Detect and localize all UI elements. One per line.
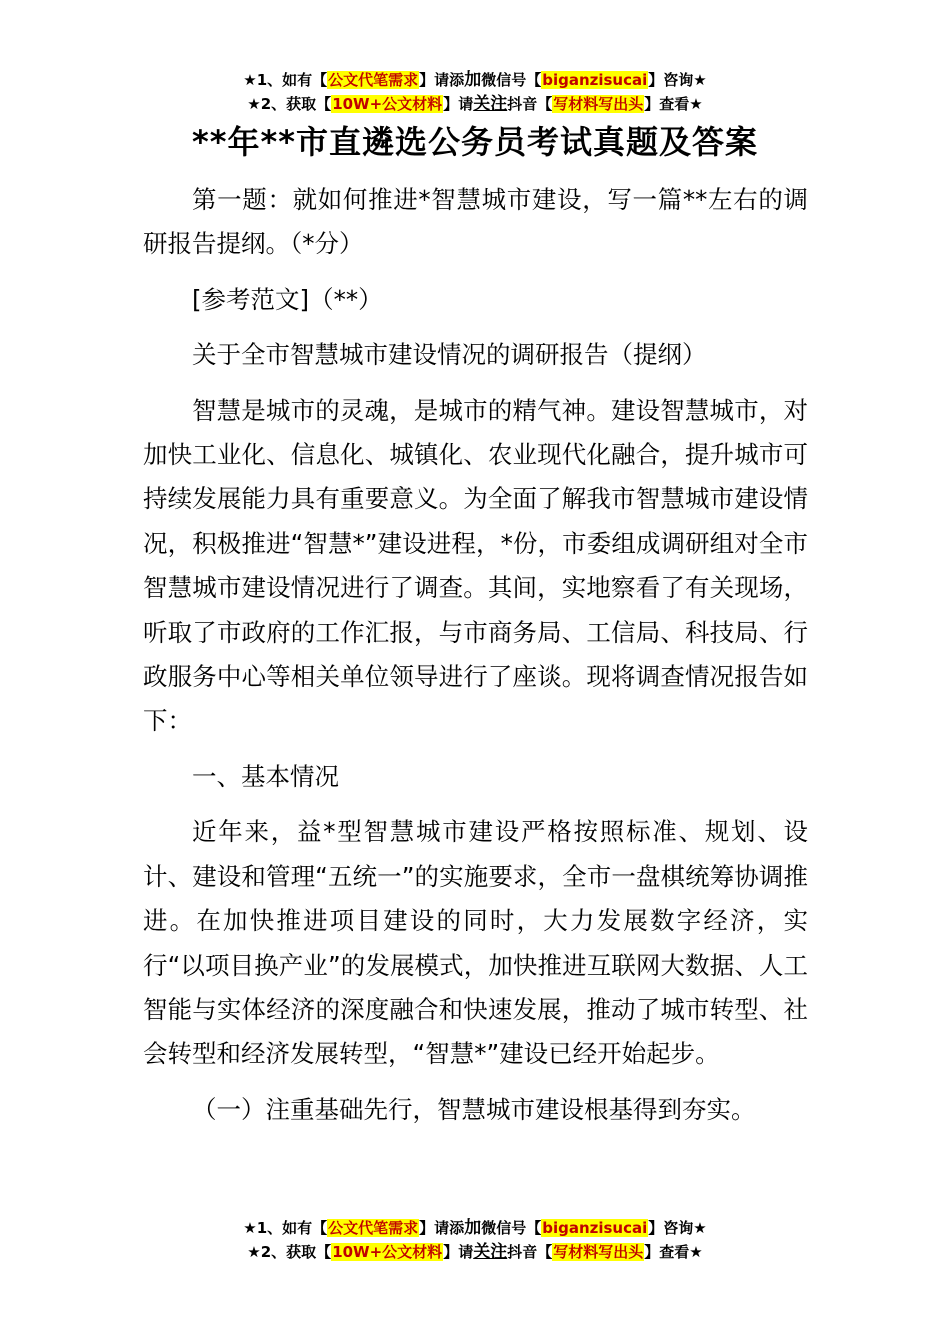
banner-text: 】请 (443, 1243, 474, 1261)
highlight-douyin: 写材料写出头 (553, 95, 644, 113)
reference-label: [参考范文]（**） (192, 284, 383, 314)
banner-text: 】请 (443, 95, 474, 113)
banner-text: 微信号【 (481, 71, 542, 89)
banner-text: 加 (464, 70, 482, 90)
banner-text: ★1、如有【 (243, 71, 328, 89)
banner-text: 微信号【 (481, 1219, 542, 1237)
banner-line-2 (0, 92, 950, 116)
subsection-heading: （一）注重基础先行，智慧城市建设根基得到夯实。 (192, 1094, 756, 1124)
highlight-materials: 10W+公文材料 (332, 95, 443, 113)
banner-text: 】查看★ (644, 95, 703, 113)
intro-paragraph: 智慧是城市的灵魂，是城市的精气神。建设智慧城市，对加快工业化、信息化、城镇化、农业现代化融合，提升城市可持续发展能力具有重要意义。为全面了解我市智慧城市建设情况，积极推进“智慧*”建设进程，*份，市委组成调研组对全市智慧城市建设情况进行了调查。其间，实地察看了有关现场，听取了市政府的工作汇报，与市商务局、工信局、科技局、行政服务中心等相关单位领导进行了座谈。现将调查情况报告如下： (143, 395, 808, 736)
banner-text: 抖音【 (507, 1243, 553, 1261)
question-paragraph: 第一题：就如何推进*智慧城市建设，写一篇**左右的调研报告提纲。（*分） (143, 185, 808, 259)
section-heading: 一、基本情况 (192, 761, 339, 791)
banner-line-1 (0, 1216, 950, 1240)
header-banner (0, 68, 950, 116)
report-title: 关于全市智慧城市建设情况的调研报告（提纲） (192, 340, 707, 370)
banner-text: ★1、如有【 (243, 1219, 328, 1237)
body-paragraph: 近年来，益*型智慧城市建设严格按照标准、规划、设计、建设和管理“五统一”的实施要求，全市一盘棋统筹协调推进。在加快推进项目建设的同时，大力发展数字经济，实行“以项目换产业”的发展模式，加快推进互联网大数据、人工智能与实体经济的深度融合和快速发展，推动了城市转型、社会转型和经济发展转型，“智慧*”建设已经开始起步。 (143, 817, 808, 1069)
banner-text: ★2、获取【 (247, 1243, 332, 1261)
highlight-materials: 10W+公文材料 (332, 1243, 443, 1261)
highlight-ghostwriting: 公文代笔需求 (328, 71, 419, 89)
banner-line-2 (0, 1240, 950, 1264)
banner-text: 抖音【 (507, 95, 553, 113)
banner-text: 】请添 (419, 1219, 465, 1237)
highlight-wechat-id: biganzisucai (542, 1219, 648, 1237)
banner-text: 关注 (473, 1242, 508, 1262)
banner-text: 】咨询★ (648, 1219, 707, 1237)
banner-text: 加 (464, 1218, 482, 1238)
banner-text: 】查看★ (644, 1243, 703, 1261)
highlight-douyin: 写材料写出头 (553, 1243, 644, 1261)
highlight-wechat-id: biganzisucai (542, 71, 648, 89)
banner-text: 】请添 (419, 71, 465, 89)
document-body (143, 178, 808, 1132)
highlight-ghostwriting: 公文代笔需求 (328, 1219, 419, 1237)
footer-banner (0, 1216, 950, 1264)
banner-line-1 (0, 68, 950, 92)
banner-text: 关注 (473, 94, 508, 114)
banner-text: 】咨询★ (648, 71, 707, 89)
document-title: **年**市直遴选公务员考试真题及答案 (192, 123, 758, 161)
banner-text: ★2、获取【 (247, 95, 332, 113)
